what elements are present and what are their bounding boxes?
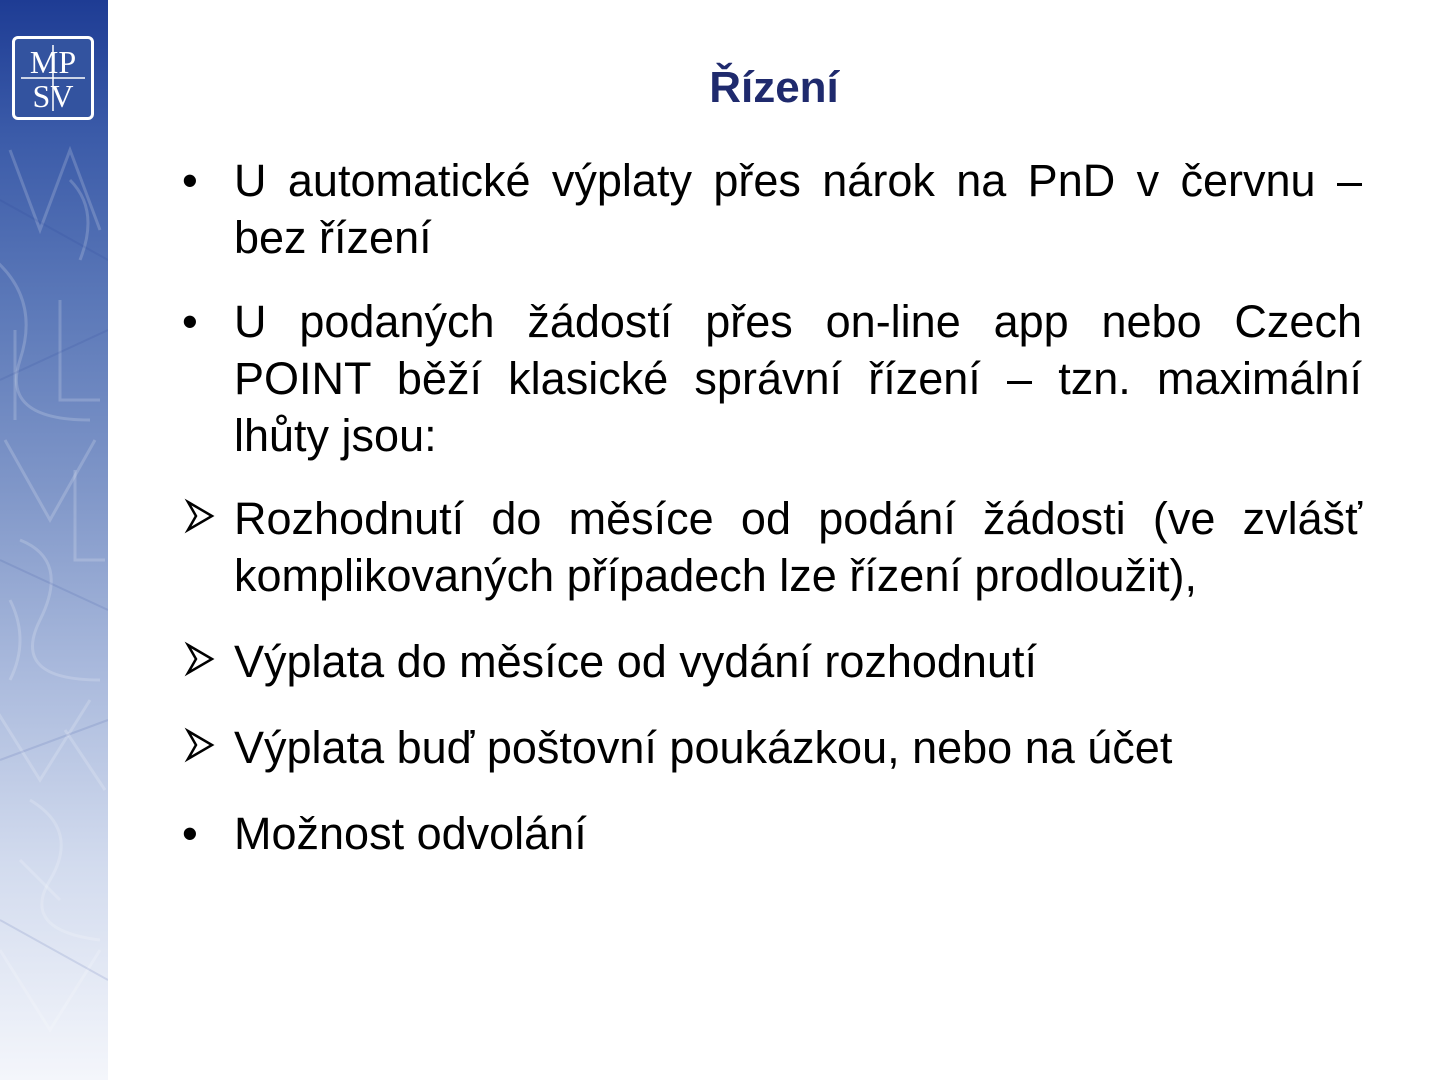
- logo-line-1: MP: [29, 44, 77, 80]
- slide-content: [178, 152, 1362, 862]
- list-item-text: U automatické výplaty přes nárok na PnD v červnu – bez řízení: [234, 155, 1362, 263]
- list-item-text: Rozhodnutí do měsíce od podání žádosti (ve zvlášť komplikovaných případech lze řízení prodloužit),: [234, 493, 1362, 601]
- bullet-icon: •: [182, 296, 198, 347]
- list-item-text: Možnost odvolání: [234, 808, 587, 859]
- logo-line-2: SV: [32, 78, 74, 114]
- list-item-text: Výplata do měsíce od vydání rozhodnutí: [234, 636, 1037, 687]
- list-item-bullet-1: [178, 152, 1362, 266]
- decorative-side-strip: [0, 0, 108, 1080]
- list-item-arrow-2: [178, 633, 1362, 690]
- mpsv-logo: [12, 36, 94, 120]
- list-item-text: U podaných žádostí přes on-line app nebo Czech POINT běží klasické správní řízení – tzn. maximální lhůty jsou:: [234, 296, 1362, 461]
- arrow-bullet-icon: [184, 723, 224, 767]
- arrow-bullet-icon: [184, 494, 224, 538]
- list-item-arrow-1: [178, 490, 1362, 604]
- slide-title: Řízení: [709, 63, 839, 112]
- bullet-icon: •: [182, 155, 198, 206]
- bullet-icon: •: [182, 808, 198, 859]
- letter-pattern-decoration: [0, 0, 108, 1080]
- list-item-bullet-2: [178, 293, 1362, 464]
- arrow-bullet-icon: [184, 637, 224, 681]
- list-item-text: Výplata buď poštovní poukázkou, nebo na účet: [234, 722, 1173, 773]
- list-item-bullet-3: [178, 805, 1362, 862]
- list-item-arrow-3: [178, 719, 1362, 776]
